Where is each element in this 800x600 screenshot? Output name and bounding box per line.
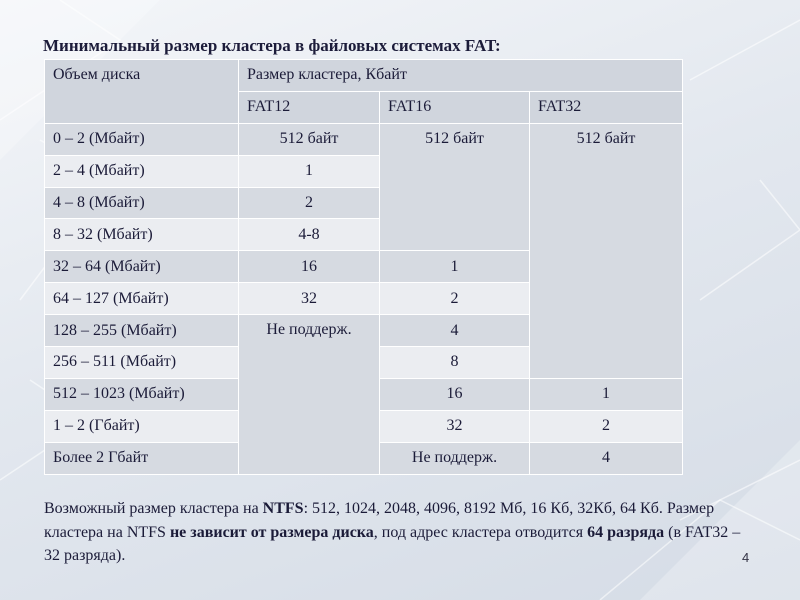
fat12-cell: 32 bbox=[239, 283, 380, 315]
fat16-cell: Не поддерж. bbox=[380, 442, 530, 474]
range-cell: 2 – 4 (Мбайт) bbox=[45, 155, 239, 187]
cluster-size-table bbox=[44, 59, 683, 475]
range-cell: 512 – 1023 (Мбайт) bbox=[45, 378, 239, 410]
note-text: , под адрес кластера отводится bbox=[373, 523, 588, 541]
fat32-cell: 2 bbox=[530, 410, 683, 442]
fat12-cell: 4-8 bbox=[239, 219, 380, 251]
fat16-cell: 1 bbox=[380, 251, 530, 283]
range-cell: 1 – 2 (Гбайт) bbox=[45, 410, 239, 442]
ntfs-note bbox=[44, 497, 744, 568]
note-bold-bits: 64 разряда bbox=[587, 523, 665, 541]
range-cell: 256 – 511 (Мбайт) bbox=[45, 347, 239, 379]
header-fat12: FAT12 bbox=[239, 91, 380, 123]
range-cell: 8 – 32 (Мбайт) bbox=[45, 219, 239, 251]
range-cell: 128 – 255 (Мбайт) bbox=[45, 315, 239, 347]
fat16-cell: 8 bbox=[380, 347, 530, 379]
fat12-cell: 512 байт bbox=[239, 123, 380, 155]
range-cell: 64 – 127 (Мбайт) bbox=[45, 283, 239, 315]
range-cell: 0 – 2 (Мбайт) bbox=[45, 123, 239, 155]
note-ntfs: NTFS bbox=[262, 500, 304, 517]
note-bold-independent: не зависит от размера диска bbox=[169, 523, 374, 541]
fat32-cell: 4 bbox=[530, 442, 683, 474]
header-cluster-size: Размер кластера, Кбайт bbox=[239, 60, 683, 92]
fat12-cell: 1 bbox=[239, 155, 380, 187]
range-cell: 32 – 64 (Мбайт) bbox=[45, 251, 239, 283]
note-text: Возможный размер кластера на bbox=[44, 500, 263, 517]
table-header-row bbox=[45, 60, 683, 92]
fat16-cell: 4 bbox=[380, 315, 530, 347]
range-cell: 4 – 8 (Мбайт) bbox=[45, 187, 239, 219]
fat16-cell: 32 bbox=[380, 410, 530, 442]
fat12-merged-cell: Не поддерж. bbox=[239, 315, 380, 474]
fat12-cell: 2 bbox=[239, 187, 380, 219]
fat16-merged-cell: 512 байт bbox=[380, 123, 530, 251]
header-fat16: FAT16 bbox=[380, 91, 530, 123]
fat32-cell: 1 bbox=[530, 378, 683, 410]
slide-title: Минимальный размер кластера в файловых системах FAT: bbox=[43, 36, 501, 55]
fat16-cell: 16 bbox=[380, 378, 530, 410]
note-text: : 512, 1024, 2048, 4096, 8192 Мб, 16 Кб, 32Кб, 64 Кб. Размер кластера на NTFS bbox=[44, 500, 715, 541]
page-number: 4 bbox=[742, 550, 750, 565]
table-row bbox=[45, 123, 683, 155]
header-fat32: FAT32 bbox=[530, 91, 683, 123]
note-text: (в FAT32 – 32 разряда). bbox=[44, 523, 741, 564]
fat12-cell: 16 bbox=[239, 251, 380, 283]
fat32-merged-cell: 512 байт bbox=[530, 123, 683, 378]
header-disk-volume: Объем диска bbox=[45, 60, 239, 124]
fat16-cell: 2 bbox=[380, 283, 530, 315]
range-cell: Более 2 Гбайт bbox=[45, 442, 239, 474]
